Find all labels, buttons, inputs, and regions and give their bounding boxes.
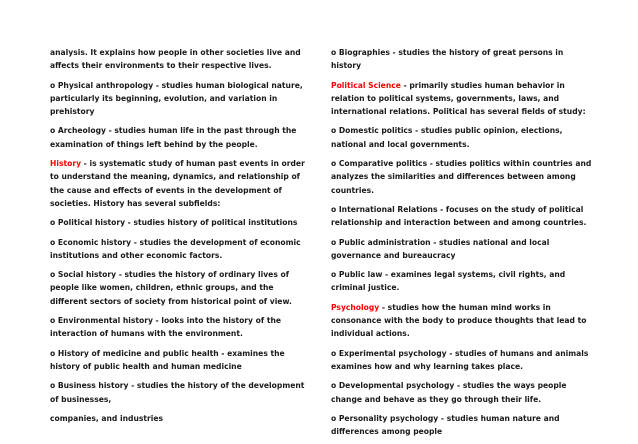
paragraph-business-history: o Business history - studies the history of the development of businesses, [50, 381, 305, 404]
paragraph-business-history-continued: companies, and industries [50, 413, 164, 423]
paragraph-developmental-psychology: o Developmental psychology - studies the ways people change and behave as they go through their life. [331, 381, 567, 404]
paragraph-archeology: o Archeology - studies human life in the past through the examination of things left behind by the people. [50, 126, 297, 149]
right-column [331, 46, 593, 444]
paragraph-political-history: o Political history - studies history of political institutions [50, 218, 298, 228]
paragraph-political-science [331, 79, 593, 119]
definition-political-science: - primarily studies human behavior in relation to political systems, governments, laws, and international relations. Political has several fields of study: [331, 80, 586, 117]
term-political-science: Political Science [331, 80, 401, 90]
paragraph-psychology [331, 301, 593, 341]
paragraph-social-history: o Social history - studies the history of ordinary lives of people like women, children, ethnic groups, and the different sectors of society from historical point of view. [50, 270, 292, 306]
left-column [50, 46, 312, 431]
paragraph-environmental-history: o Environmental history - looks into the history of the interaction of humans with the environment. [50, 316, 282, 339]
paragraph-comparative-politics: o Comparative politics - studies politics within countries and analyzes the similarities and differences between among countries. [331, 159, 592, 195]
paragraph-biographies: o Biographies - studies the history of great persons in history [331, 48, 564, 71]
paragraph-public-law: o Public law - examines legal systems, civil rights, and criminal justice. [331, 270, 566, 293]
paragraph-domestic-politics: o Domestic politics - studies public opinion, elections, national and local governments. [331, 126, 563, 149]
paragraph-personality-psychology: o Personality psychology - studies human nature and differences among people [331, 413, 560, 437]
paragraph-public-administration: o Public administration - studies national and local governance and bureaucracy [331, 237, 550, 260]
term-history: History [50, 159, 82, 169]
definition-history: - is systematic study of human past events in order to understand the meaning, dynamics, and relationship of the cause and effects of events in the development of societies. History has several subfields: [50, 159, 305, 208]
paragraph-medicine-history: o History of medicine and public health - examines the history of public health and human medicine [50, 348, 285, 371]
paragraph-physical-anthropology: o Physical anthropology - studies human biological nature, particularly its beginning, evolution, and variation in prehistory [50, 80, 303, 117]
paragraph-economic-history: o Economic history - studies the development of economic institutions and other economic factors. [50, 237, 301, 260]
paragraph-experimental-psychology: o Experimental psychology - studies of humans and animals examines how and why learning takes place. [331, 348, 589, 371]
paragraph-anthropology-intro: analysis. It explains how people in other societies live and affects their environments to their respective lives. [50, 48, 301, 71]
paragraph-international-relations: o International Relations - focuses on the study of political relationship and interaction between and among countries. [331, 204, 587, 228]
definition-psychology: - studies how the human mind works in consonance with the body to produce thoughts that lead to individual actions. [331, 302, 587, 339]
paragraph-history [50, 157, 312, 210]
term-psychology: Psychology [331, 302, 380, 312]
